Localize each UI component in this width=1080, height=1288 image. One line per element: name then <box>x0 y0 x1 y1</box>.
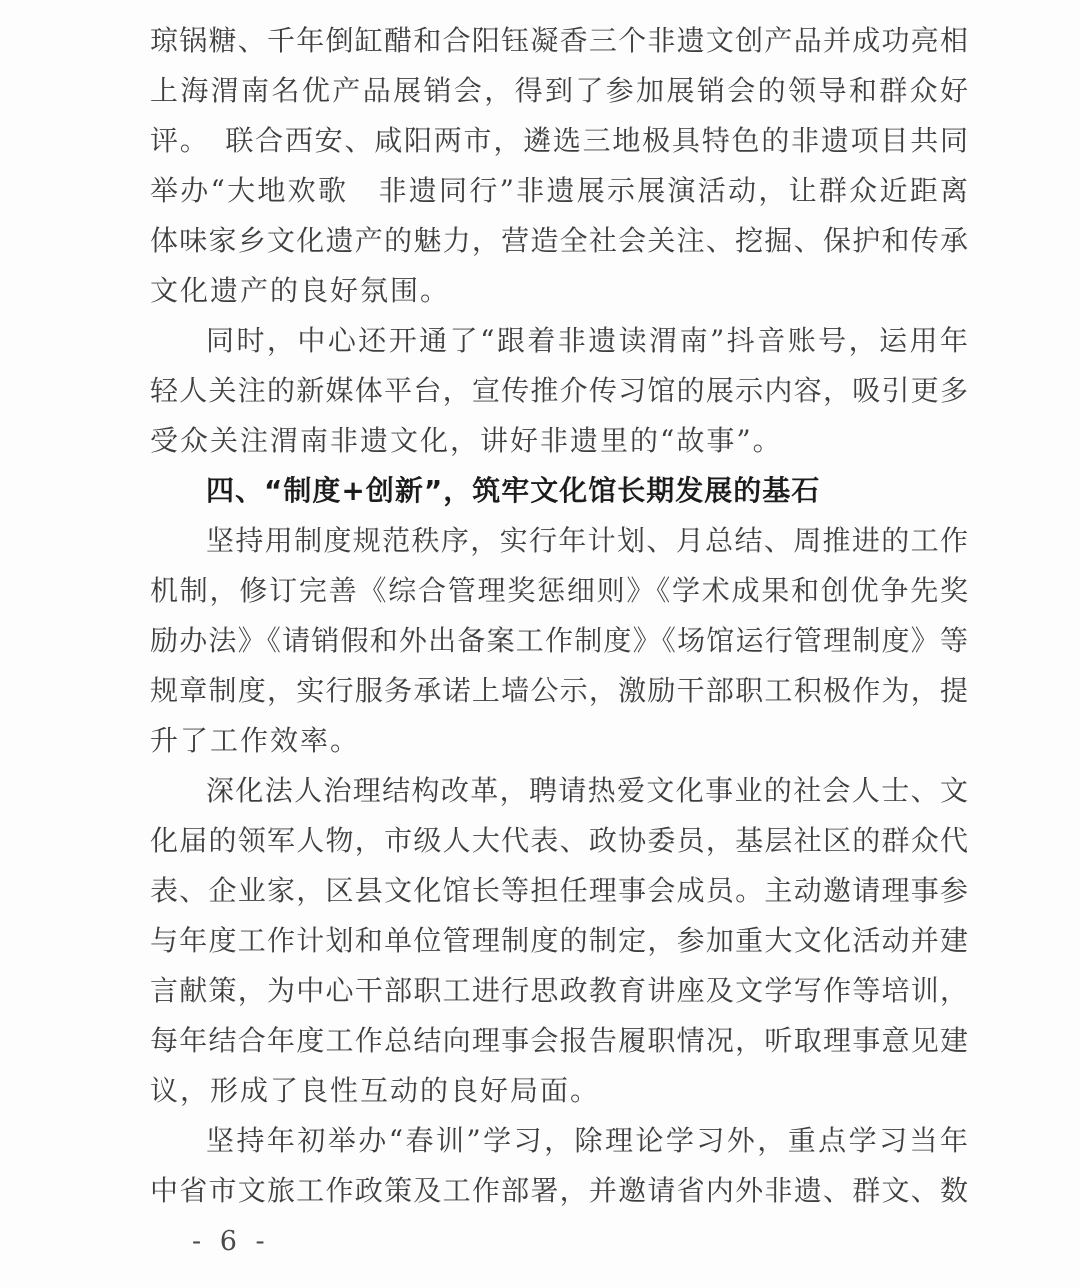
body-line-17: 化届的领军人物，市级人大代表、政协委员，基层社区的群众代 <box>150 824 968 857</box>
body-line-3: 评。 联合西安、咸阳两市，遴选三地极具特色的非遗项目共同 <box>150 124 968 157</box>
body-line-8: 轻人关注的新媒体平台，宣传推介传习馆的展示内容，吸引更多 <box>150 374 968 407</box>
body-line-14: 规章制度，实行服务承诺上墙公示，激励干部职工积极作为，提 <box>150 674 968 707</box>
body-line-22: 议，形成了良性互动的良好局面。 <box>150 1074 601 1107</box>
body-line-19: 与年度工作计划和单位管理制度的制定，参加重大文化活动并建 <box>150 924 968 957</box>
body-line-6: 文化遗产的良好氛围。 <box>150 274 451 307</box>
body-line-24: 中省市文旅工作政策及工作部署，并邀请省内外非遗、群文、数 <box>150 1174 968 1207</box>
body-line-13: 励办法》《请销假和外出备案工作制度》《场馆运行管理制度》等 <box>150 624 968 657</box>
body-line-16: 深化法人治理结构改革，聘请热爱文化事业的社会人士、文 <box>206 774 968 807</box>
body-line-7: 同时，中心还开通了“跟着非遗读渭南”抖音账号，运用年 <box>206 324 968 357</box>
body-line-18: 表、企业家，区县文化馆长等担任理事会成员。主动邀请理事参 <box>150 874 968 907</box>
body-line-21: 每年结合年度工作总结向理事会报告履职情况，听取理事意见建 <box>150 1024 968 1057</box>
body-line-2: 上海渭南名优产品展销会，得到了参加展销会的领导和群众好 <box>150 74 968 107</box>
body-line-4: 举办“大地欢歌 非遗同行”非遗展示展演活动，让群众近距离 <box>150 174 968 207</box>
body-line-11: 坚持用制度规范秩序，实行年计划、月总结、周推进的工作 <box>206 524 968 557</box>
body-line-1: 琼锅糖、千年倒缸醋和合阳钰凝香三个非遗文创产品并成功亮相 <box>150 24 968 57</box>
body-line-9: 受众关注渭南非遗文化，讲好非遗里的“故事”。 <box>150 424 783 457</box>
document-body <box>150 16 968 1216</box>
body-line-23: 坚持年初举办“春训”学习，除理论学习外，重点学习当年 <box>206 1124 968 1157</box>
body-line-5: 体味家乡文化遗产的魅力，营造全社会关注、挖掘、保护和传承 <box>150 224 968 257</box>
body-line-20: 言献策，为中心干部职工进行思政教育讲座及文学写作等培训， <box>150 974 968 1007</box>
page-number: - 6 - <box>192 1226 270 1257</box>
body-line-12: 机制，修订完善《综合管理奖惩细则》《学术成果和创优争先奖 <box>150 574 968 607</box>
body-line-15: 升了工作效率。 <box>150 724 361 757</box>
section-heading: 四、“制度+创新”，筑牢文化馆长期发展的基石 <box>206 474 821 507</box>
